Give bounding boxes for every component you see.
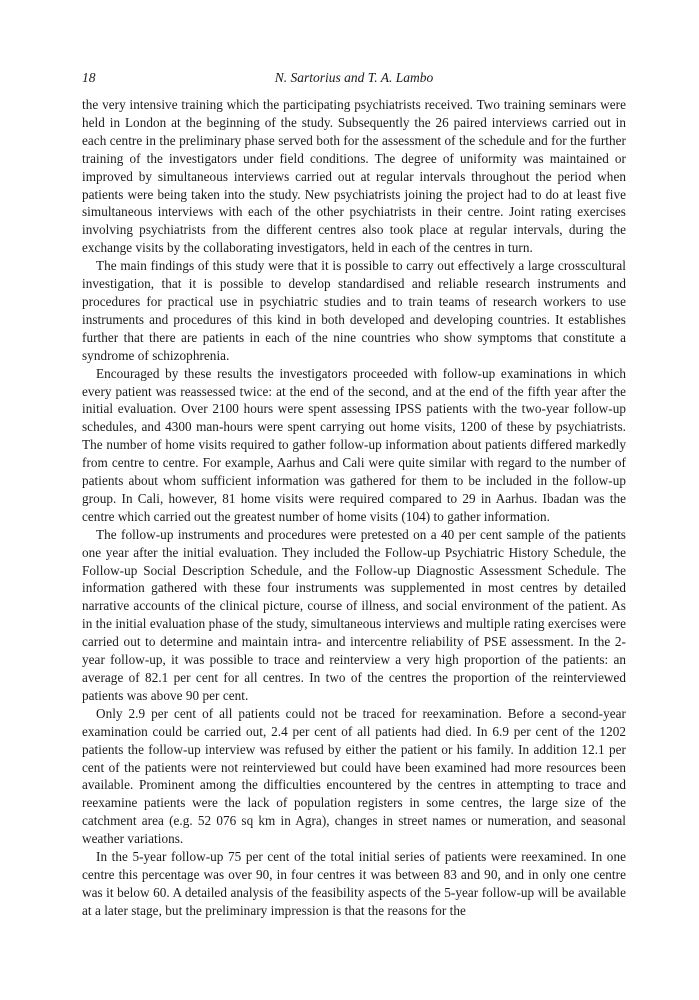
running-head [82, 70, 626, 92]
page-number: 18 [82, 70, 96, 85]
paragraph: the very intensive training which the participating psychiatrists received. Two training seminars were held in London at the beginning of the study. Subsequently the 26 paired interviews carried out in each centre in the preliminary phase served both for the assessment of the schedule and for the further training of the investigators under field conditions. The degree of uniformity was maintained or improved by simultaneous interviews carried out at regular intervals throughout the period when patients were being taken into the study. New psychiatrists joining the project had to do at least five simultaneous interviews with each of the other psychiatrists in their centre. Joint rating exercises involving psychiatrists from the different centres also took place at regular intervals, during the exchange visits by the collaborating investigators, held in each of the centres in turn. [82, 97, 626, 256]
paragraph: The follow-up instruments and procedures were pretested on a 40 per cent sample of the patients one year after the initial evaluation. They included the Follow-up Psychiatric History Schedule, the Follow-up Social Description Schedule, and the Follow-up Diagnostic Assessment Schedule. The information gathered with these four instruments was supplemented in most centres by detailed narrative accounts of the clinical picture, course of illness, and social environment of the patient. As in the initial evaluation phase of the study, simultaneous interviews and multiple rating exercises were carried out to determine and maintain intra- and intercentre reliability of PSE assessment. In the 2-year follow-up, it was possible to trace and reinterview a very high proportion of the patients: an average of 82.1 per cent for all centres. In two of the centres the proportion of the reinterviewed patients was above 90 per cent. [82, 526, 626, 703]
body-text [82, 96, 626, 920]
document-page [82, 70, 626, 920]
running-head-title: N. Sartorius and T. A. Lambo [274, 70, 434, 85]
paragraph: In the 5-year follow-up 75 per cent of the total initial series of patients were reexamined. In one centre this percentage was over 90, in four centres it was between 83 and 90, and in only one centre was it below 60. A detailed analysis of the feasibility aspects of the 5-year follow-up will be available at a later stage, but the preliminary impression is that the reasons for the [82, 849, 626, 918]
paragraph: Only 2.9 per cent of all patients could not be traced for reexamination. Before a second-year examination could be carried out, 2.4 per cent of all patients had died. In 6.9 per cent of the 1202 patients the follow-up interview was refused by either the patient or his family. In addition 12.1 per cent of the patients were not reinterviewed but could have been examined had more resources been available. Prominent among the difficulties encountered by the centres in attempting to trace and reexamine patients were the lack of population registers in some centres, the large size of the catchment area (e.g. 52 076 sq km in Agra), changes in street names or numeration, and seasonal weather variations. [82, 705, 626, 847]
paragraph: Encouraged by these results the investigators proceeded with follow-up examinations in which every patient was reassessed twice: at the end of the second, and at the end of the fifth year after the initial evaluation. Over 2100 hours were spent assessing IPSS patients with the two-year follow-up schedules, and 4300 man-hours were spent carrying out home visits, 1200 of these by psychiatrists. The number of home visits required to gather follow-up information about patients differed markedly from centre to centre. For example, Aarhus and Cali were quite similar with regard to the number of patients about whom sufficient information was gathered for them to be included in the follow-up group. In Cali, however, 81 home visits were required compared to 29 in Aarhus. Ibadan was the centre which carried out the greatest number of home visits (104) to gather information. [82, 365, 626, 524]
paragraph: The main findings of this study were that it is possible to carry out effectively a large crosscultural investigation, that it is possible to develop standardised and reliable research instruments and procedures for practical use in psychiatric studies and to train teams of research workers to use instruments and procedures of this kind in both developed and developing countries. It establishes further that there are patients in each of the nine countries who show symptoms that constitute a syndrome of schizophrenia. [82, 258, 626, 363]
